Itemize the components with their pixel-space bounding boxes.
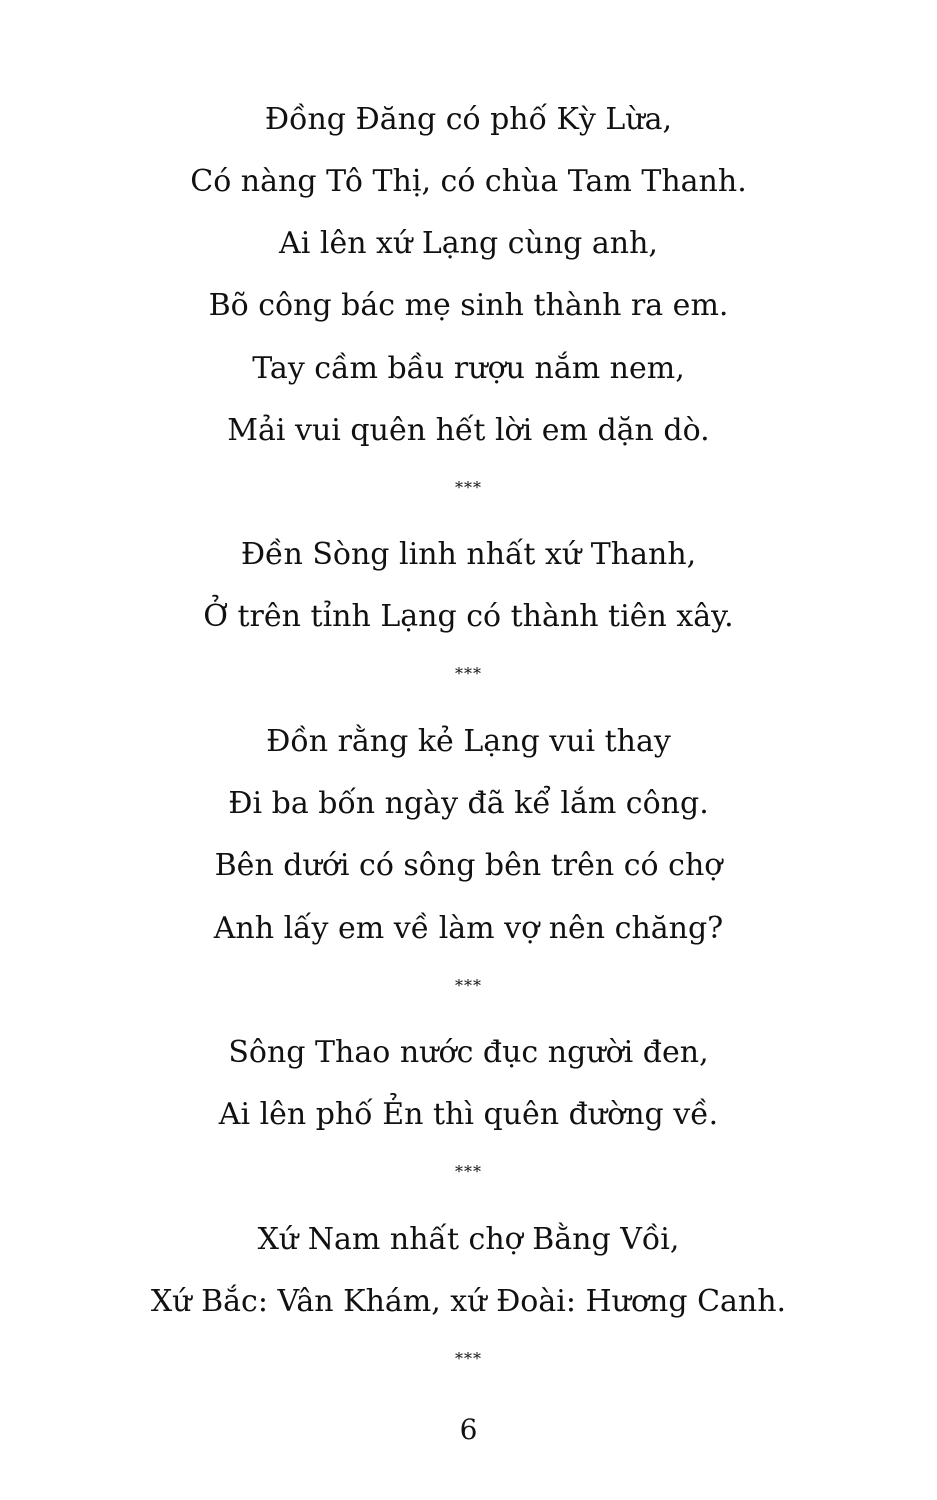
poem-line: Ai lên xứ Lạng cùng anh, [279, 226, 658, 261]
poem-line: Xứ Bắc: Vân Khám, xứ Đoài: Hương Canh. [150, 1284, 787, 1319]
poem-line: Đồng Đăng có phố Kỳ Lừa, [264, 102, 673, 137]
poem-line: Đi ba bốn ngày đã kể lắm công. [228, 786, 709, 821]
poem-line: Đồn rằng kẻ Lạng vui thay [266, 724, 671, 759]
poem-line: Ai lên phố Ẻn thì quên đường về. [218, 1097, 719, 1132]
poem-line: Anh lấy em về làm vợ nên chăng? [213, 911, 724, 946]
poem-line: Xứ Nam nhất chợ Bằng Vồi, [257, 1222, 680, 1257]
stanza-separator: *** [455, 976, 482, 995]
poem-line: Tay cầm bầu rượu nắm nem, [252, 351, 685, 386]
stanza-separator: *** [455, 664, 482, 683]
stanza-separator: *** [455, 1162, 482, 1181]
poem-line: Ở trên tỉnh Lạng có thành tiên xây. [203, 599, 734, 634]
poem-line: Sông Thao nước đục người đen, [228, 1035, 709, 1070]
page-number: 6 [459, 1413, 478, 1446]
stanza-separator: *** [455, 1349, 482, 1368]
poem-line: Đền Sòng linh nhất xứ Thanh, [240, 537, 697, 572]
poem-line: Mải vui quên hết lời em dặn dò. [227, 413, 710, 448]
poem-line: Bên dưới có sông bên trên có chợ [214, 848, 723, 883]
poem-line: Có nàng Tô Thị, có chùa Tam Thanh. [190, 164, 747, 199]
poem-line: Bõ công bác mẹ sinh thành ra em. [208, 288, 729, 323]
stanza-separator: *** [455, 478, 482, 497]
